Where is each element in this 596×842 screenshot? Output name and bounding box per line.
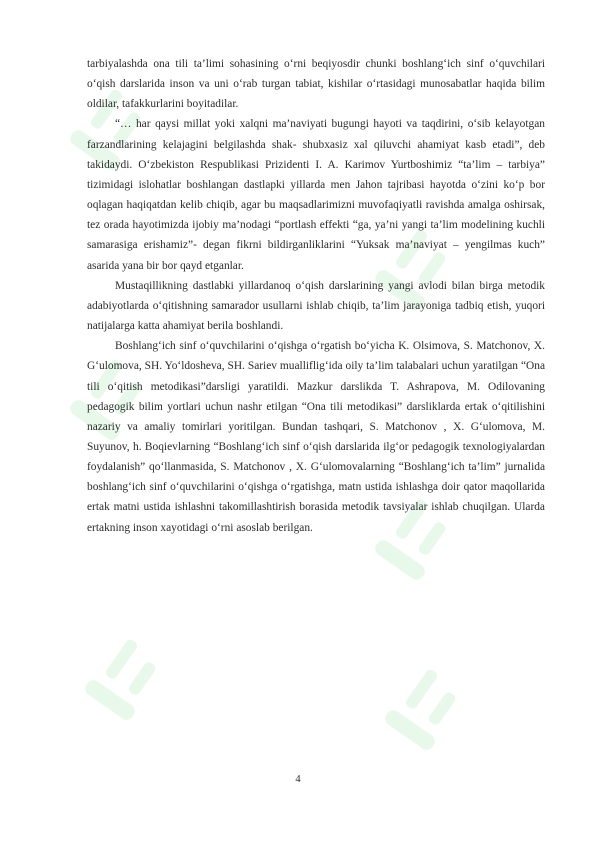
paragraph-3: Mustaqillikning dastlabki yillardanoq o‘qish darslarining yangi avlodi bilan birga metodik adabiyotlarda o‘qitishning samarador usullarni ishlab chiqib, ta’lim jarayoniga tadbiq etish, yuqori natijalarga katta ahamiyat berila boshlandi. bbox=[87, 279, 545, 333]
paragraph-1: tarbiyalashda ona tili ta’limi sohasining o‘rni beqiyosdir chunki boshlang‘ich sinf o‘quvchilari o‘qish darslarida inson va uni o‘rab turgan tabiat, kishilar o‘rtasidagi munosabatlar haqida bilim oldilar, tafakkurlarini boyitadilar. bbox=[87, 58, 545, 111]
watermark-tile-3 bbox=[82, 633, 168, 722]
watermark-tile-6 bbox=[382, 663, 468, 752]
body-text bbox=[87, 54, 545, 538]
paragraph-4: Boshlang‘ich sinf o‘quvchilarini o‘qishga o‘rgatish bo‘yicha K. Olsimova, S. Matchonov, X. G‘ulomova, SH. Yo‘ldosheva, SH. Sariev mualliflig‘ida oily ta’lim talabalari uchun yaratilgan “Ona tili o‘qitish metodikasi”darsligi yaratildi. Mazkur darslikda T. Ashrapova, M. Odilovaning pedagogik bilim yortlari uchun nashr etilgan “Ona tili metodikasi” darsliklarda ertak o‘qitilishini nazariy va amaliy tomirlari yoritilgan. Bundan tashqari, S. Matchonov , X. G‘ulomova, M. Suyunov, h. Boqievlarning “Boshlang‘ich sinf o‘qish darslarida ilg‘or pedagogik texnologiyalardan foydalanish” qo‘llanmasida, S. Matchonov , X. G‘ulomovalarning “Boshlang‘ich ta’lim” jurnalida boshlang‘ich sinf o‘quvchilarini o‘qishga o‘rgatishga, matn ustida ishlashga doir qator maqollarida ertak matni ustida ishlashni takomillashtirish borasida metodik tavsiyalar ishlab chuqilgan. Ularda ertakning inson xayotidagi o‘rni asoslab berilgan. bbox=[87, 340, 545, 534]
paragraph-2: “… har qaysi millat yoki xalqni ma’naviyati bugungi hayoti va taqdirini, o‘sib kelayotgan farzandlarining kelajagini belgilashda shak- shubxasiz xal qiluvchi ahamiyat kasb etadi”, deb takidaydi. O‘zbekiston Respublikasi Prizidenti I. A. Karimov Yurtboshimiz “ta’lim – tarbiya” tizimidagi islohatlar boshlangan dastlapki yillarda men Jahon tajribasi hayotda o‘zini ko‘p bor oqlagan haqiqatdan kelib chiqib, agar bu maqsadlarimizni muvofaqiyatli ravishda amalga oshirsak, tez orada hayotimizda ijobiy ma’nodagi “portlash effekti “ga, ya’ni yangi ta’lim modelining kuchli samarasiga erishamiz”- degan fikrni bildirganliklarini “Yuksak ma’naviyat – yengilmas kuch” asarida yana bir bor qayd etganlar. bbox=[87, 118, 545, 272]
page-number: 4 bbox=[295, 774, 301, 785]
